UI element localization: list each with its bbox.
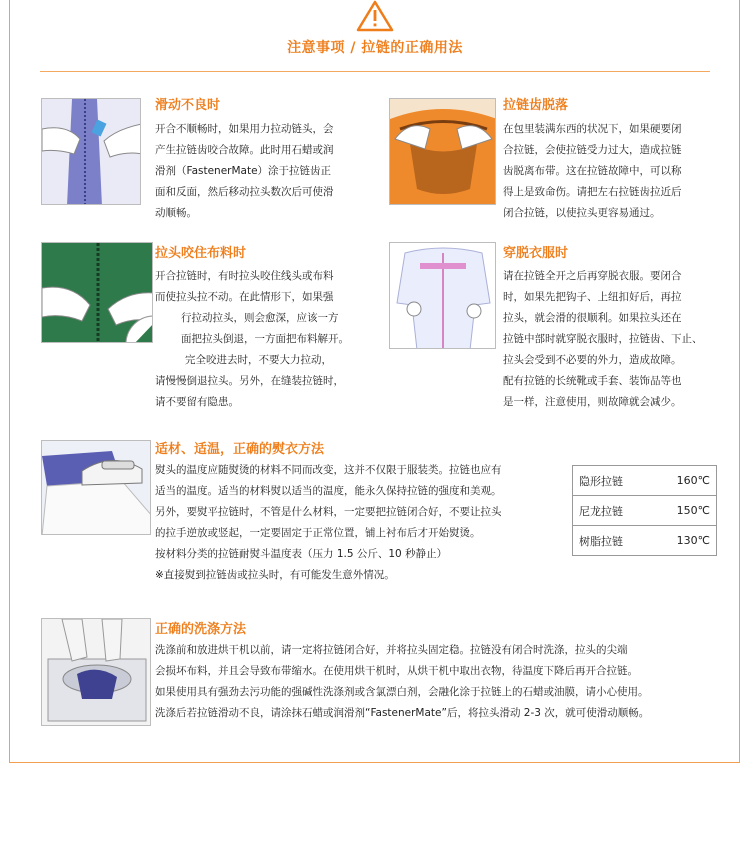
bite-line: 请不要留有隐患。 [155,396,239,408]
teeth-off-illustration [389,98,496,205]
ironing-line: 适当的温度。适当的材料熨以适当的温度，能永久保持拉链的强度和美观。 [155,485,502,497]
washing-line: 如果使用具有强劲去污功能的强碱性洗涤剂或含氯漂白剂，会融化涂于拉链上的石蜡或油膜，请小心使用。 [155,686,649,698]
bite-title: 拉头咬住布料时 [155,246,247,261]
washing-line: 会损坏布料，并且会导致布带缩水。在使用烘干机时，从烘干机中取出衣物，待温度下降后再开合拉链。 [155,665,638,677]
table-row [573,526,717,556]
bite-text [155,266,349,413]
teeth-off-line: 在包里装满东西的状况下，如果硬要闭 [503,123,682,135]
sliding-line: 产生拉链齿咬合故障。此时用石蜡或润 [155,144,334,156]
ironing-illustration [41,440,151,535]
washing-line: 洗涤后若拉链滑动不良，请涂抹石蜡或润滑剂“FastenerMate”后，将拉头滑动 2-3 次，就可使滑动顺畅。 [155,707,650,719]
table-row [573,496,717,526]
ironing-line: ※直接熨到拉链齿或拉头时，有可能发生意外情况。 [155,569,395,581]
washing-title: 正确的洗涤方法 [155,622,247,637]
title-divider [40,71,710,72]
washing-text [155,640,649,724]
temperature-cell: 130℃ [652,526,717,556]
ironing-title: 适材、适温，正确的熨衣方法 [155,442,325,457]
wearing-line: 拉头，就会滑的很顺利。如果拉头还在 [503,312,682,324]
ironing-line: 按材料分类的拉链耐熨斗温度表（压力 1.5 公斤、10 秒静止） [155,548,448,560]
ironing-line: 熨头的温度应随熨烫的材料不同而改变，这并不仅限于服装类。拉链也应有 [155,464,502,476]
ironing-line: 另外，要熨平拉链时，不管是什么材料，一定要把拉链闭合好，不要让拉头 [155,506,502,518]
teeth-off-title: 拉链齿脱落 [503,98,569,113]
table-row [573,466,717,496]
wearing-text [503,266,703,413]
wearing-line: 拉链中部时就穿脱衣服时，拉链齿、下止、 [503,333,703,345]
iron-temperature-table [572,465,717,556]
ironing-text [155,460,502,586]
sliding-line: 滑剂（FastenerMate）涂于拉链齿正 [155,165,332,177]
wearing-line: 配有拉链的长统靴或手套、装饰品等也 [503,375,682,387]
sliding-line: 动顺畅。 [155,207,197,219]
wearing-illustration [389,242,496,349]
washing-illustration [41,618,151,726]
wearing-line: 是一样，注意使用，则故障就会减少。 [503,396,682,408]
wearing-line: 时，如果先把钩子、上纽扣好后，再拉 [503,291,682,303]
sliding-illustration [41,98,141,205]
warning-icon [356,0,394,32]
teeth-off-line: 得上是致命伤。请把左右拉链齿拉近后 [503,186,682,198]
bite-line: 面把拉头倒退，一方面把布料解开。 [181,333,349,345]
bite-line: 开合拉链时，有时拉头咬住线头或布料 [155,270,334,282]
temperature-cell: 160℃ [676,474,710,487]
bite-line: 请慢慢倒退拉头。另外，在缝装拉链时， [155,375,344,387]
material-cell: 隐形拉链 [579,474,623,488]
wearing-title: 穿脱衣服时 [503,246,569,261]
material-cell: 树脂拉链 [573,526,652,556]
wearing-line: 请在拉链全开之后再穿脱衣服。要闭合 [503,270,682,282]
bite-illustration [41,242,153,343]
ironing-line: 的拉手逆放或竖起，一定要固定于正常位置，铺上衬布后才开始熨烫。 [155,527,481,539]
sliding-line: 面和反面，然后移动拉头数次后可使滑 [155,186,334,198]
temperature-cell: 150℃ [652,496,717,526]
teeth-off-text [503,119,682,224]
bite-line: 行拉动拉头，则会愈深，应该一方 [181,312,339,324]
sliding-line: 开合不顺畅时，如果用力拉动链头，会 [155,123,334,135]
sliding-title: 滑动不良时 [155,98,221,113]
teeth-off-line: 闭合拉链，以使拉头更容易通过。 [503,207,661,219]
teeth-off-line: 合拉链，会使拉链受力过大，造成拉链 [503,144,682,156]
page-title: 注意事项 / 拉链的正确用法 [287,40,463,56]
sliding-text [155,119,334,224]
material-cell: 尼龙拉链 [573,496,652,526]
bite-line: 而使拉头拉不动。在此情形下，如果强 [155,291,334,303]
bite-line: 完全咬进去时，不要大力拉动， [185,354,332,366]
washing-line: 洗涤前和放进烘干机以前，请一定将拉链闭合好，并将拉头固定稳。拉链没有闭合时洗涤，拉头的尖端 [155,644,628,656]
wearing-line: 拉头会受到不必要的外力，造成故障。 [503,354,682,366]
teeth-off-line: 齿脱离布带。这在拉链故障中，可以称 [503,165,682,177]
